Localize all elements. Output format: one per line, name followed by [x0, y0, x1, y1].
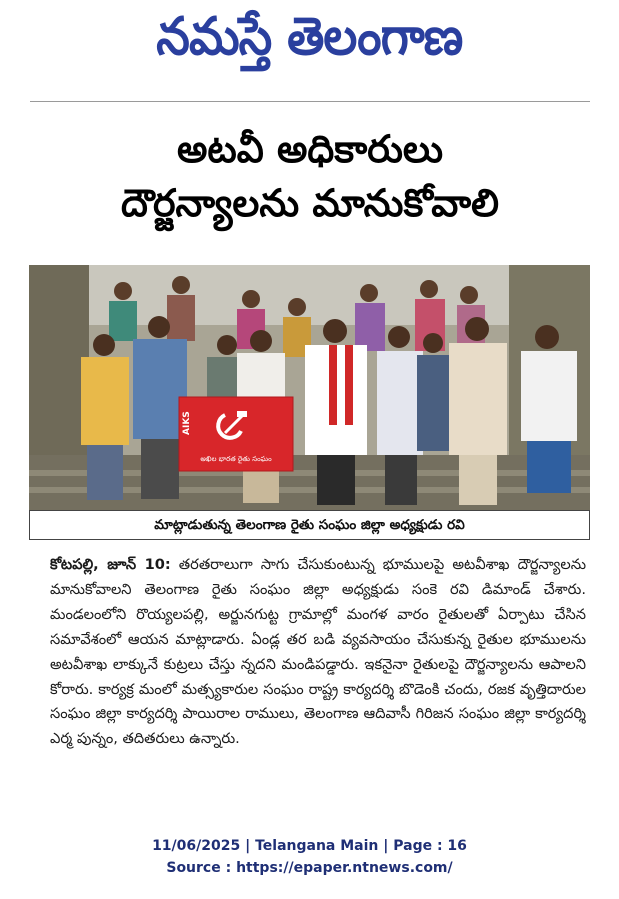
- newspaper-logo: నమస్తే తెలంగాణ: [156, 7, 463, 67]
- footer-date-edition: 11/06/2025 | Telangana Main | Page : 16: [152, 838, 467, 854]
- article-text: తరతరాలుగా సాగు చేసుకుంటున్న భూములపై అటవీశాఖ దౌర్జన్యాలను మానుకోవాలని తెలంగాణ రైతు సంఘం జిల్లా అధ్యక్షుడు సంకె రవి డిమాండ్ చేశారు. మండలంలోని రొయ్యలపల్లి, అర్జునగుట్ట గ్రామాల్లో మంగళ వారం రైతులతో ఏర్పాటు చేసిన సమావేశంలో ఆయన మాట్లాడారు. ఏండ్ల తర బడి వ్యవసాయం చేసుకున్న రైతుల భూములను అటవీశాఖ లాక్కునే కుట్రలు చేస్తు న్నదని మండిపడ్డారు. ఇకనైనా రైతులపై దౌర్జన్యాలను ఆపాలని కోరారు. కార్యక్ర మంలో మత్స్యకారుల సంఘం రాష్ట్ర కార్యదర్శి బొడెంకి చందు, రజక వృత్తిదారుల సంఘం జిల్లా కార్యదర్శి పాయిరాల రాములు, తెలంగాణ ఆదివాసీ గిరిజన సంఘం జిల్లా కార్యదర్శి ఎర్మ పున్నం, తదితరులు ఉన్నారు.: [50, 556, 586, 748]
- headline: [30, 122, 590, 230]
- footer-source: Source : https://epaper.ntnews.com/: [166, 860, 453, 876]
- masthead-divider: [30, 101, 590, 102]
- group-photo-illustration: [29, 265, 590, 510]
- headline-line-2: దౌర్జన్యాలను మానుకోవాలి: [121, 181, 499, 225]
- masthead: [0, 6, 619, 68]
- banner-subtext: అఖిల భారత రైతు సంఘం: [200, 455, 272, 463]
- article-dateline: కోటపల్లి, జూన్ 10:: [50, 556, 171, 573]
- headline-line-1: అటవీ అధికారులు: [177, 127, 443, 171]
- photo-caption: మాట్లాడుతున్న తెలంగాణ రైతు సంఘం జిల్లా అధ్యక్షుడు రవి: [29, 510, 590, 540]
- news-photo: [29, 265, 590, 510]
- banner-text: AIKS: [182, 411, 192, 435]
- article-body: [50, 553, 586, 752]
